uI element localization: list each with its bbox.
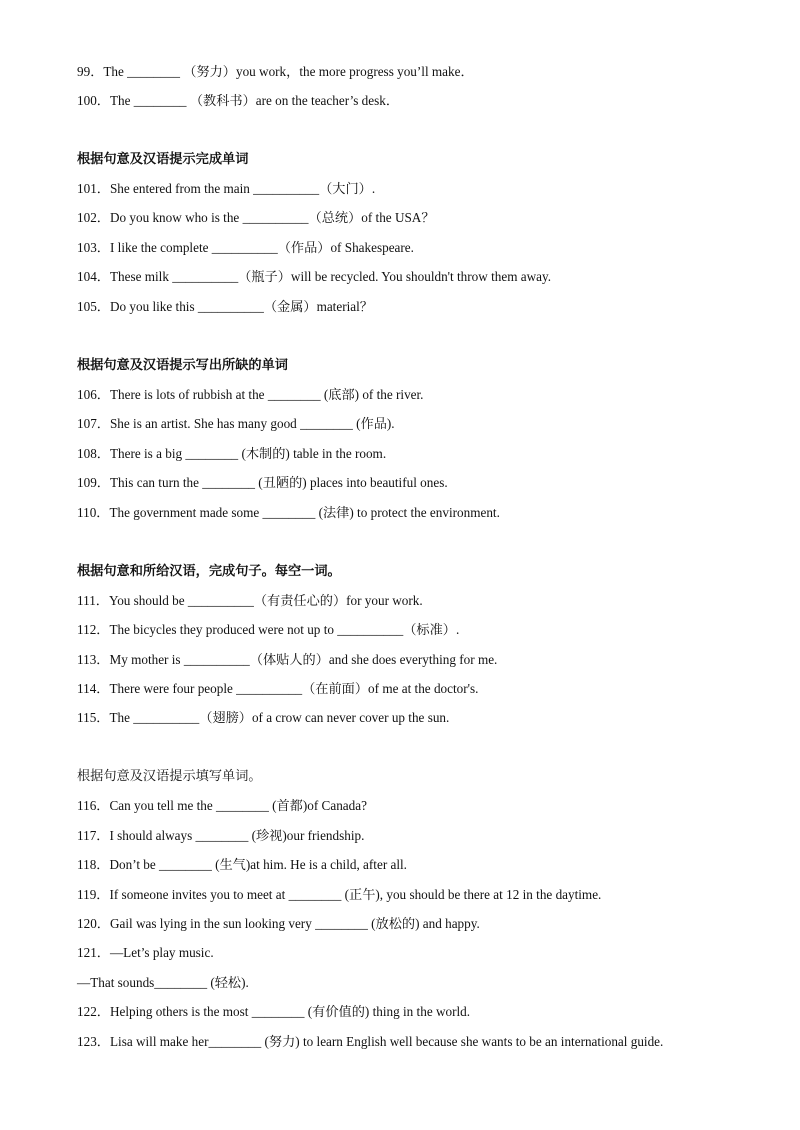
question-120: 120．Gail was lying in the sun looking very ________ (放松的) and happy. <box>77 916 480 931</box>
question-121-prompt: 121．—Let’s play music. <box>77 945 214 960</box>
question-117: 117．I should always ________ (珍视)our friendship. <box>77 828 365 843</box>
section-heading-4: 根据句意及汉语提示填写单词。 <box>77 769 262 784</box>
question-105: 105．Do you like this __________（金属）material？ <box>77 299 373 314</box>
question-104: 104．These milk __________（瓶子）will be recycled. You shouldn't throw them away. <box>77 269 552 284</box>
question-114: 114．There were four people __________（在前面）of me at the doctor's. <box>77 681 479 696</box>
question-111: 111．You should be __________（有责任心的）for your work. <box>77 593 423 608</box>
question-100: 100．The ________ （教科书）are on the teacher’s desk． <box>77 93 400 108</box>
question-103: 103．I like the complete __________（作品）of Shakespeare. <box>77 240 414 255</box>
question-122: 122．Helping others is the most ________ (有价值的) thing in the world. <box>77 1004 471 1019</box>
question-121-reply: —That sounds________ (轻松). <box>77 975 249 990</box>
section-heading-2: 根据句意及汉语提示写出所缺的单词 <box>77 358 288 373</box>
question-107: 107．She is an artist. She has many good ________ (作品). <box>77 416 395 431</box>
question-110: 110．The government made some ________ (法律) to protect the environment. <box>77 505 500 520</box>
question-113: 113．My mother is __________（体贴人的）and she does everything for me. <box>77 652 498 667</box>
section-heading-1: 根据句意及汉语提示完成单词 <box>77 152 249 167</box>
question-102: 102．Do you know who is the __________（总统）of the USA？ <box>77 210 435 225</box>
section-heading-3: 根据句意和所给汉语，完成句子。每空一词。 <box>77 564 341 579</box>
question-108: 108．There is a big ________ (木制的) table in the room. <box>77 446 387 461</box>
question-99: 99．The ________ （努力）you work，the more progress you’ll make． <box>77 64 474 79</box>
question-116: 116．Can you tell me the ________ (首都)of Canada? <box>77 798 367 813</box>
question-118: 118．Don’t be ________ (生气)at him. He is a child, after all. <box>77 857 407 872</box>
question-115: 115．The __________（翅膀）of a crow can never cover up the sun. <box>77 710 450 725</box>
question-119: 119．If someone invites you to meet at ________ (正午), you should be there at 12 in the daytime. <box>77 887 602 902</box>
question-101: 101．She entered from the main __________（大门）. <box>77 181 376 196</box>
question-112: 112．The bicycles they produced were not up to __________（标准）. <box>77 622 460 637</box>
question-106: 106．There is lots of rubbish at the ________ (底部) of the river. <box>77 387 424 402</box>
question-109: 109．This can turn the ________ (丑陋的) places into beautiful ones. <box>77 475 448 490</box>
question-123: 123．Lisa will make her________ (努力) to learn English well because she wants to be an international guide. <box>77 1034 664 1049</box>
